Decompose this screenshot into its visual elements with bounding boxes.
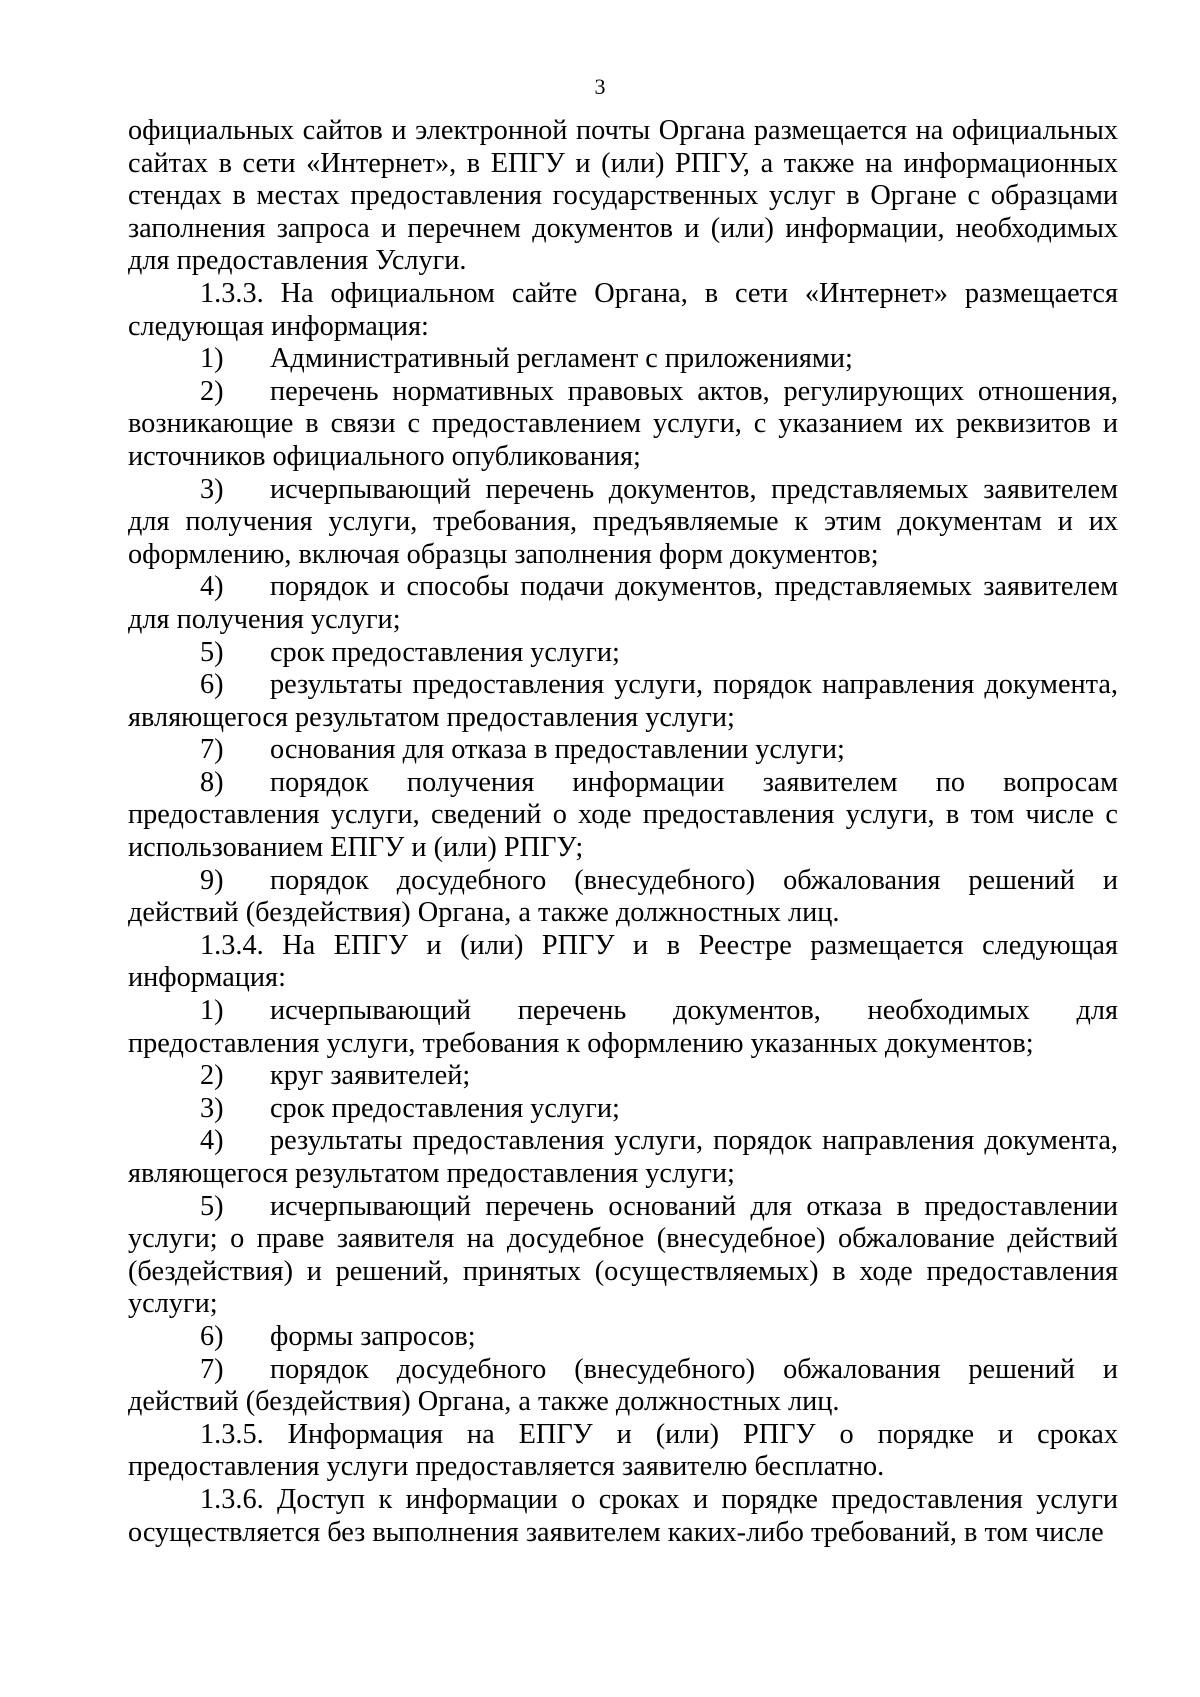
section-1-3-5: 1.3.5. Информация на ЕПГУ и (или) РПГУ о порядке и сроках предоставления услуги предоставляется заявителю бесплатно.	[128, 1418, 1118, 1483]
list-item-text: Административный регламент с приложениями;	[270, 343, 853, 375]
list-item-number: 3)	[200, 1092, 224, 1124]
list-item	[128, 1060, 1118, 1093]
list-item-number: 2)	[200, 1060, 224, 1092]
section-1-3-3-list	[128, 343, 1118, 930]
list-item-text: результаты предоставления услуги, порядок направления документа, являющегося результатом предоставления услуги;	[128, 669, 1118, 733]
list-item	[128, 669, 1118, 734]
list-item-number: 8)	[200, 766, 224, 798]
list-item	[128, 1354, 1118, 1419]
list-item-number: 2)	[200, 375, 224, 407]
list-item	[128, 1125, 1118, 1190]
list-item-number: 7)	[200, 1353, 224, 1385]
list-item	[128, 1191, 1118, 1321]
list-item-text: порядок получения информации заявителем по вопросам предоставления услуги, сведений о ходе предоставления услуги, в том числе с использованием ЕПГУ и (или) РПГУ;	[128, 766, 1118, 864]
list-item	[128, 1321, 1118, 1354]
section-1-3-3: 1.3.3. На официальном сайте Органа, в сети «Интернет» размещается следующая информация:	[128, 277, 1118, 342]
list-item-number: 7)	[200, 734, 224, 766]
list-item-text: исчерпывающий перечень документов, необходимых для предоставления услуги, требования к оформлению указанных документов;	[128, 995, 1118, 1059]
list-item-text: исчерпывающий перечень документов, представляемых заявителем для получения услуги, требования, предъявляемые к этим документам и их оформлению, включая образцы заполнения форм документов;	[128, 473, 1118, 570]
list-item-text: порядок досудебного (внесудебного) обжалования решений и действий (бездействия) Органа, а также должностных лиц.	[128, 864, 1118, 929]
list-item-text: основания для отказа в предоставлении услуги;	[270, 734, 845, 766]
list-item	[128, 767, 1118, 865]
list-item-number: 5)	[200, 1190, 224, 1222]
list-item-text: порядок досудебного (внесудебного) обжалования решений и действий (бездействия) Органа, а также должностных лиц.	[128, 1353, 1118, 1418]
section-1-3-4-list	[128, 995, 1118, 1419]
list-item-number: 4)	[200, 1125, 224, 1157]
list-item	[128, 995, 1118, 1060]
list-item-number: 6)	[200, 1320, 224, 1352]
list-item	[128, 376, 1118, 474]
section-1-3-6: 1.3.6. Доступ к информации о сроках и порядке предоставления услуги осуществляется без выполнения заявителем каких-либо требований, в том числе	[128, 1483, 1118, 1548]
list-item	[128, 474, 1118, 572]
document-body	[128, 115, 1118, 1549]
list-item-number: 5)	[200, 636, 224, 668]
list-item-number: 1)	[200, 343, 224, 375]
list-item	[128, 734, 1118, 767]
list-item-number: 9)	[200, 864, 224, 896]
list-item	[128, 343, 1118, 376]
list-item-text: исчерпывающий перечень оснований для отказа в предоставлении услуги; о праве заявителя на досудебное (внесудебное) обжалование действий (бездействия) и решений, принятых (осуществляемых) в ходе предоставления услуги;	[128, 1190, 1118, 1320]
list-item-number: 4)	[200, 571, 224, 603]
list-item-text: перечень нормативных правовых актов, регулирующих отношения, возникающие в связи с предоставлением услуги, с указанием их реквизитов и источников официального опубликования;	[128, 375, 1118, 472]
list-item-text: формы запросов;	[270, 1320, 476, 1352]
list-item-text: круг заявителей;	[270, 1060, 471, 1092]
list-item-text: результаты предоставления услуги, порядок направления документа, являющегося результатом предоставления услуги;	[128, 1125, 1118, 1189]
list-item-number: 3)	[200, 473, 224, 505]
page-number: 3	[594, 74, 606, 99]
list-item-text: срок предоставления услуги;	[270, 636, 620, 668]
list-item	[128, 571, 1118, 636]
intro-paragraph: официальных сайтов и электронной почты Органа размещается на официальных сайтах в сети «Интернет», в ЕПГУ и (или) РПГУ, а также на информационных стендах в местах предоставления государственных услуг в Органе с образцами заполнения запроса и перечнем документов и (или) информации, необходимых для предоставления Услуги.	[128, 115, 1118, 277]
list-item-text: порядок и способы подачи документов, представляемых заявителем для получения услуги;	[128, 571, 1118, 635]
list-item	[128, 865, 1118, 930]
list-item	[128, 1093, 1118, 1126]
list-item	[128, 637, 1118, 670]
list-item-number: 1)	[200, 995, 224, 1027]
list-item-number: 6)	[200, 669, 224, 701]
list-item-text: срок предоставления услуги;	[270, 1092, 620, 1124]
section-1-3-4: 1.3.4. На ЕПГУ и (или) РПГУ и в Реестре размещается следующая информация:	[128, 929, 1118, 994]
